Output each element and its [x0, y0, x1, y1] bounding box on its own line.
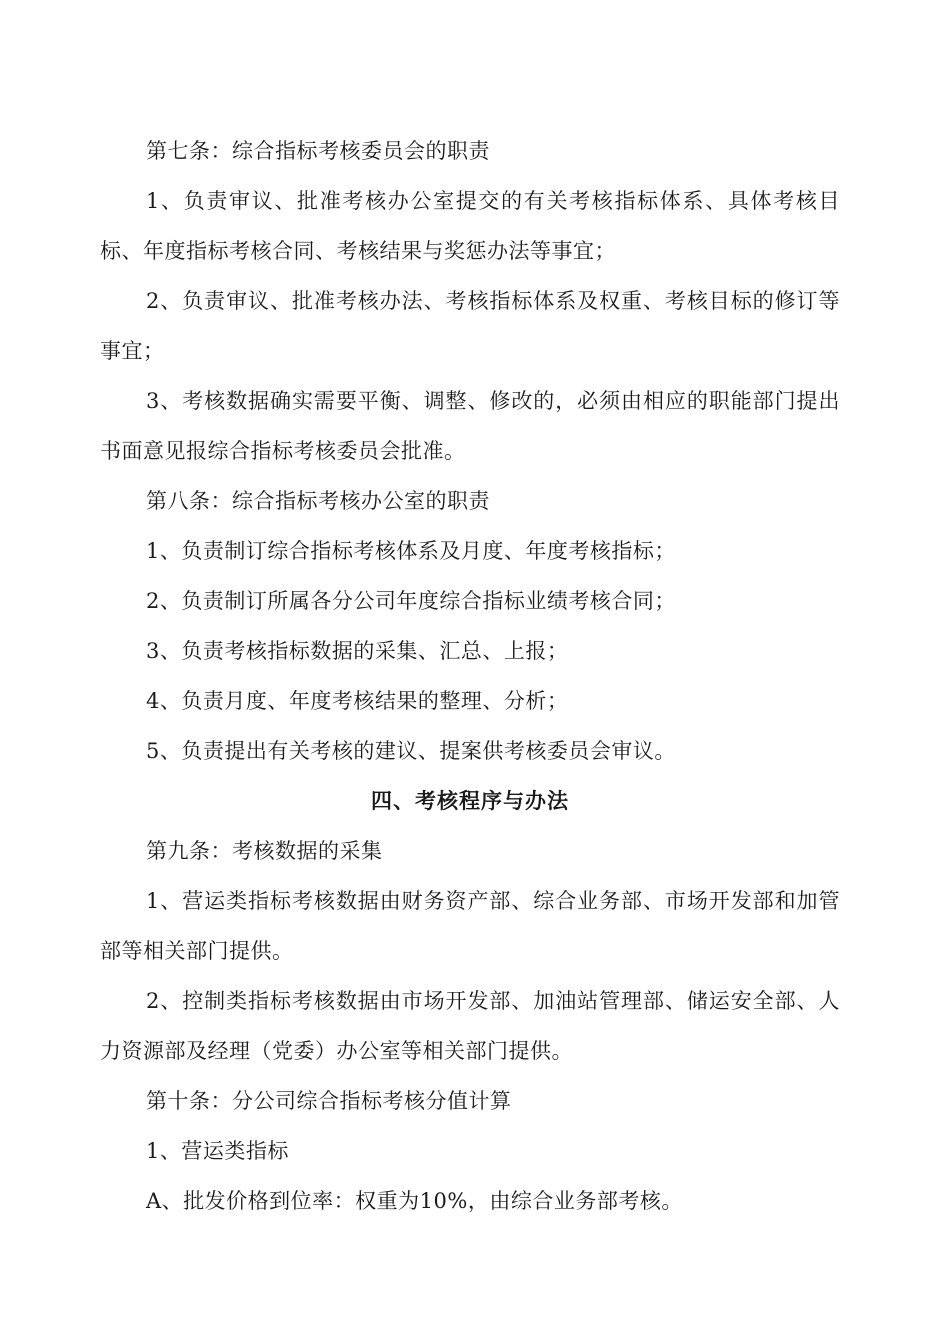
article-7-item-3: 3、考核数据确实需要平衡、调整、修改的，必须由相应的职能部门提出书面意见报综合指标考核委员会批准。: [100, 389, 840, 463]
article-8-item-3: 3、负责考核指标数据的采集、汇总、上报；: [146, 639, 569, 663]
article-9-item-2: 2、控制类指标考核数据由市场开发部、加油站管理部、储运安全部、人力资源部及经理（党委）办公室等相关部门提供。: [100, 989, 840, 1063]
article-7-title: 第七条：综合指标考核委员会的职责: [146, 139, 490, 163]
article-9-title: 第九条：考核数据的采集: [146, 839, 383, 863]
section-heading: 四、考核程序与办法: [371, 789, 569, 813]
document-body: [100, 126, 840, 1226]
article-7-item-2: 2、负责审议、批准考核办法、考核指标体系及权重、考核目标的修订等事宜；: [100, 289, 840, 363]
article-10-item-1: 1、营运类指标: [146, 1139, 289, 1163]
article-8-item-1: 1、负责制订综合指标考核体系及月度、年度考核指标；: [146, 539, 676, 563]
article-7-item-1: 1、负责审议、批准考核办公室提交的有关考核指标体系、具体考核目标、年度指标考核合同、考核结果与奖惩办法等事宜；: [100, 189, 840, 263]
article-8-item-2: 2、负责制订所属各分公司年度综合指标业绩考核合同；: [146, 589, 676, 613]
article-10-title: 第十条：分公司综合指标考核分值计算: [146, 1089, 512, 1113]
article-8-item-5: 5、负责提出有关考核的建议、提案供考核委员会审议。: [146, 739, 676, 763]
article-9-item-1: 1、营运类指标考核数据由财务资产部、综合业务部、市场开发部和加管部等相关部门提供。: [100, 889, 840, 963]
article-8-title: 第八条：综合指标考核办公室的职责: [146, 489, 490, 513]
article-10-item-a: A、批发价格到位率：权重为10%，由综合业务部考核。: [146, 1189, 683, 1213]
article-8-item-4: 4、负责月度、年度考核结果的整理、分析；: [146, 689, 569, 713]
